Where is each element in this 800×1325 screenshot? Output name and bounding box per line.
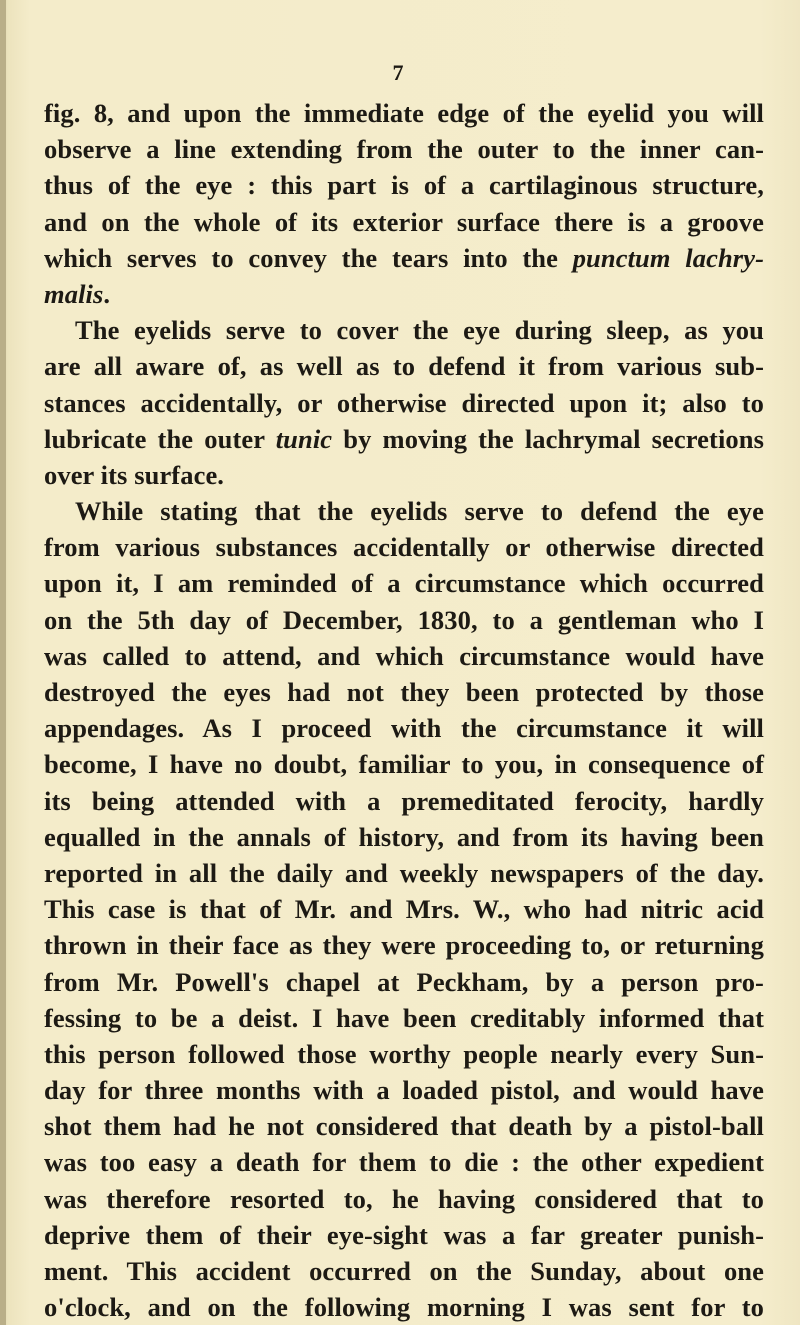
line-text: This case is that of Mr. and Mrs. W., who had nitric acid [44,894,764,925]
text-line [44,1253,764,1289]
text-line [44,964,764,1000]
text-line [44,855,764,891]
text-line [44,674,764,710]
text-line [44,783,764,819]
text-line [44,1072,764,1108]
line-text: its being attended with a premeditated ferocity, hardly [44,785,764,816]
line-text: ment. This accident occurred on the Sunday, about one [44,1256,764,1286]
text-line [44,348,764,384]
line-text: fessing to be a deist. I have been creditably informed that [44,1002,764,1033]
line-text: observe a line extending from the outer to the inner can- [44,134,764,165]
text-line [44,1181,764,1217]
page-gutter [0,0,6,1325]
text-line [44,565,764,601]
line-text: which serves to convey the tears into the [44,242,573,273]
italic-text: tunic [275,423,333,454]
text-line [44,891,764,927]
text-line [44,95,764,131]
line-text: shot them had he not considered that death by a pistol-ball [44,1111,764,1142]
line-text: was therefore resorted to, he having considered that to [44,1183,764,1214]
text-line [44,457,764,493]
text-line [44,493,764,529]
text-line [44,746,764,782]
line-text: this person followed those worthy people nearly every Sun- [44,1038,764,1069]
text-line [44,312,764,348]
line-text: equalled in the annals of history, and from its having been [44,821,764,852]
line-text: are all aware of, as well as to defend it from various sub- [44,351,764,382]
line-text: While stating that the eyelids serve to defend the eye [75,496,764,527]
text-line [44,1144,764,1180]
line-text: deprive them of their eye-sight was a far greater punish- [44,1219,764,1250]
text-line [44,710,764,746]
text-line [44,204,764,240]
line-text: lubricate the outer [44,423,276,454]
text-line [44,819,764,855]
italic-text: malis [44,278,104,309]
line-text: upon it, I am reminded of a circumstance which occurred [44,568,764,599]
line-text: The eyelids serve to cover the eye during sleep, as you [75,315,764,346]
line-text: thrown in their face as they were proceeding to, or returning [44,930,764,961]
text-line [44,131,764,167]
line-text: on the 5th day of December, 1830, to a gentleman who I [44,604,764,635]
line-text: destroyed the eyes had not they been protected by those [44,677,764,707]
line-text: o'clock, and on the following morning I was sent for to [44,1292,764,1323]
line-text: over its surface. [44,459,225,490]
text-line [44,167,764,203]
text-line [44,1217,764,1253]
line-text: thus of the eye : this part is of a cartilaginous structure, [44,170,764,201]
italic-text: punctum lachry- [572,242,764,273]
line-text: fig. 8, and upon the immediate edge of the eyelid you will [44,98,764,128]
text-line [44,1036,764,1072]
line-text: and on the whole of its exterior surface there is a groove [44,206,764,237]
text-line [44,1108,764,1144]
line-text: reported in all the daily and weekly newspapers of the day. [44,857,764,888]
text-line [44,276,764,312]
text-line [44,529,764,565]
line-text: appendages. As I proceed with the circumstance it will [44,713,764,744]
body-text [44,95,764,1325]
line-text: by moving the lachrymal secretions [332,423,765,454]
line-text: from Mr. Powell's chapel at Peckham, by a person pro- [44,966,764,997]
line-text: was too easy a death for them to die : the other expedient [44,1147,764,1178]
line-text: become, I have no doubt, familiar to you, in consequence of [44,749,764,780]
text-line [44,1289,764,1325]
text-line [44,421,764,457]
text-line [44,602,764,638]
line-text: day for three months with a loaded pistol, and would have [44,1075,764,1106]
line-text: stances accidentally, or otherwise directed upon it; also to [44,387,764,418]
text-line [44,1000,764,1036]
text-line [44,385,764,421]
page-number: 7 [392,60,404,85]
text-line [44,638,764,674]
text-line [44,927,764,963]
text-line [44,240,764,276]
line-text: . [103,278,111,309]
line-text: was called to attend, and which circumstance would have [44,640,764,671]
line-text: from various substances accidentally or otherwise directed [44,532,764,563]
